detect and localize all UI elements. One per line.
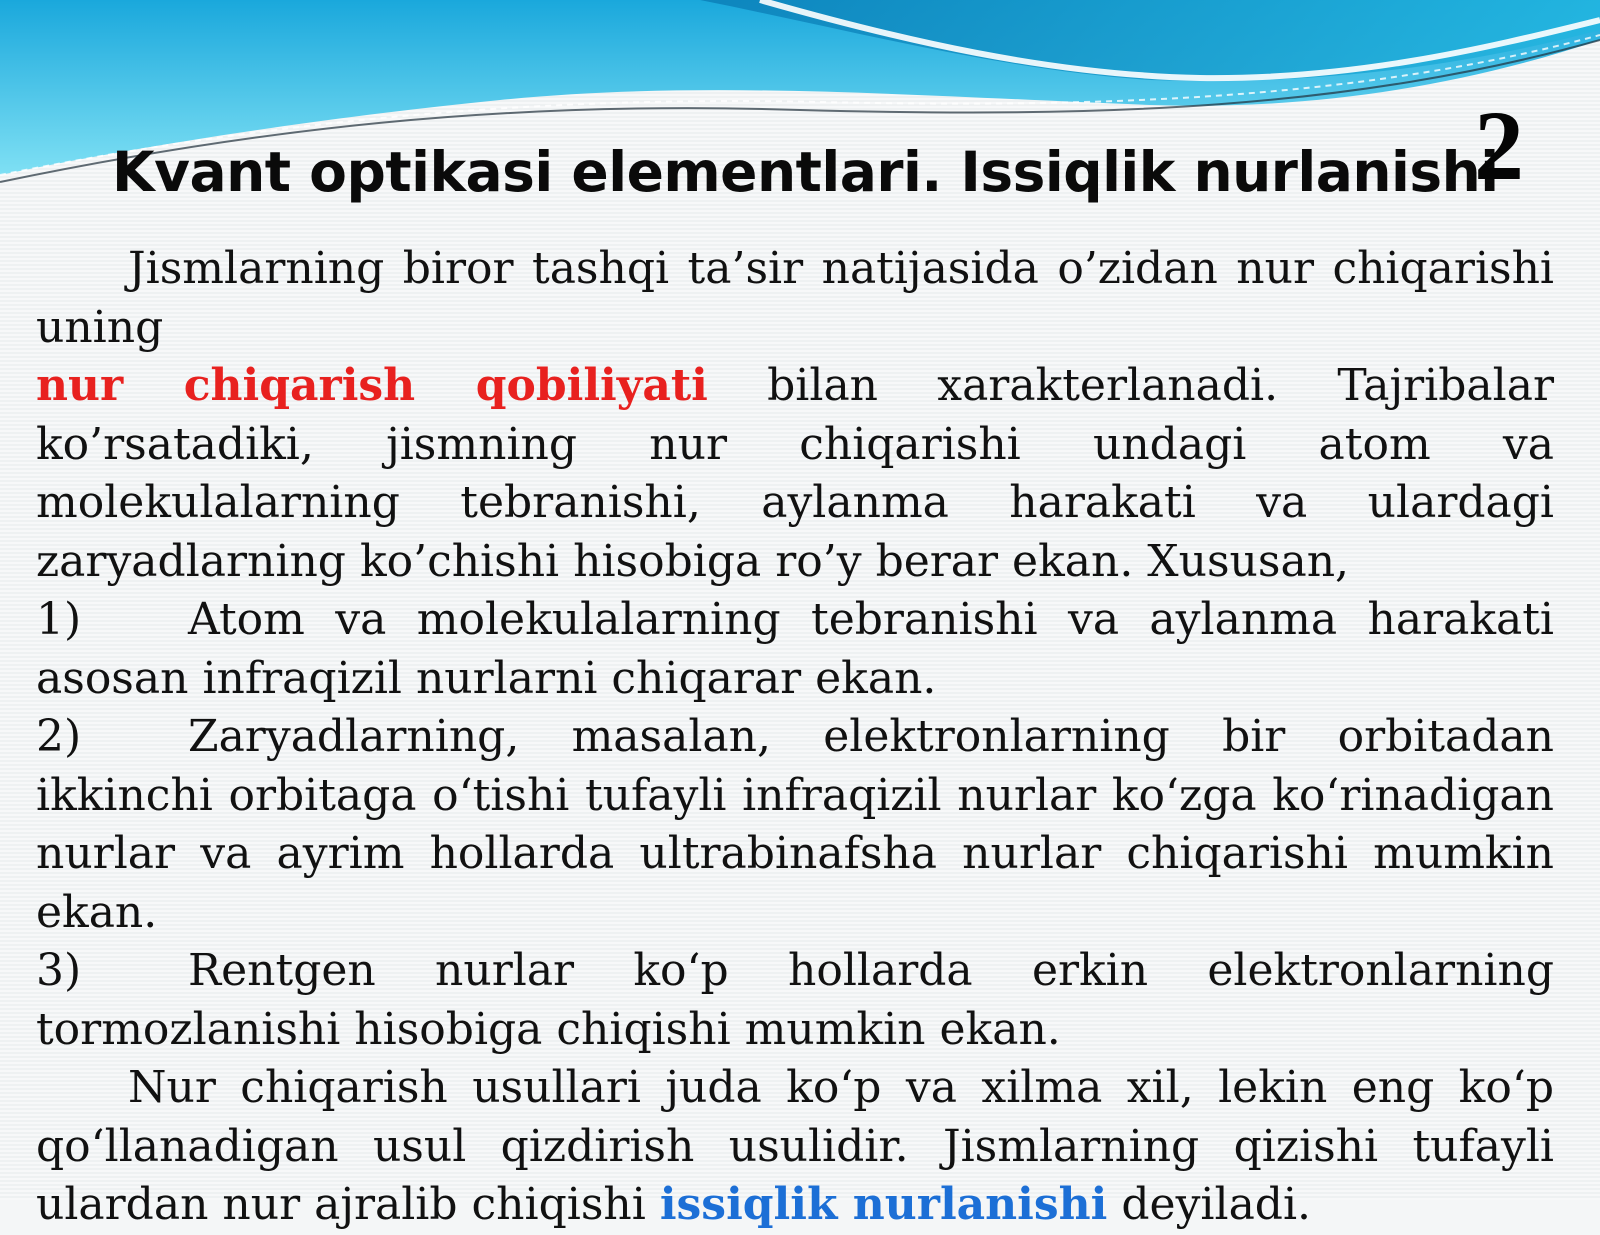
list-text: Atom va molekulalarning tebranishi va aylanma harakati asosan infraqizil nurlarni chiqarar ekan. <box>36 594 1554 704</box>
list-text: Rentgen nurlar ko‘p hollarda erkin elektronlarning tormozlanishi hisobiga chiqishi mumkin ekan. <box>36 945 1554 1055</box>
list-item <box>36 708 1554 942</box>
slide-title: Kvant optikasi elementlari. Issiqlik nurlanishi <box>112 140 1499 204</box>
paragraph-text: bilan xarakterlanadi. Tajribalar ko’rsatadiki, jismning nur chiqarishi undagi atom va molekulalarning tebranishi, aylanma harakati va ulardagi zaryadlarning ko’chishi hisobiga ro’y berar ekan. Xususan, <box>36 360 1554 587</box>
list-item <box>36 591 1554 708</box>
paragraph-text: Nur chiqarish usullari juda ko‘p va xilma xil, lekin eng ko‘p qo‘llanadigan usul qizdirish usulidir. Jismlarning qizishi tufayli ulardan nur ajralib chiqishi <box>36 1062 1554 1230</box>
list-number: 1) <box>36 594 82 645</box>
paragraph-text: Jismlarning biror tashqi ta’sir natijasida o’zidan nur chiqarishi uning <box>36 243 1554 353</box>
slide-number: 2 <box>1474 90 1524 201</box>
paragraph-conclusion <box>36 1059 1554 1235</box>
paragraph-intro <box>36 240 1554 591</box>
list-item <box>36 942 1554 1059</box>
paragraph-text: deyiladi. <box>1121 1179 1312 1230</box>
list-number: 2) <box>36 711 82 762</box>
list-text: Zaryadlarning, masalan, elektronlarning bir orbitadan ikkinchi orbitaga o‘tishi tufayli infraqizil nurlar ko‘zga ko‘rinadigan nurlar va ayrim hollarda ultrabinafsha nurlar chiqarishi mumkin ekan. <box>36 711 1554 938</box>
highlight-term-red: nur chiqarish qobiliyati <box>36 360 708 411</box>
list-number: 3) <box>36 945 82 996</box>
slide-body <box>36 240 1554 1235</box>
highlight-term-blue: issiqlik nurlanishi <box>659 1179 1108 1230</box>
